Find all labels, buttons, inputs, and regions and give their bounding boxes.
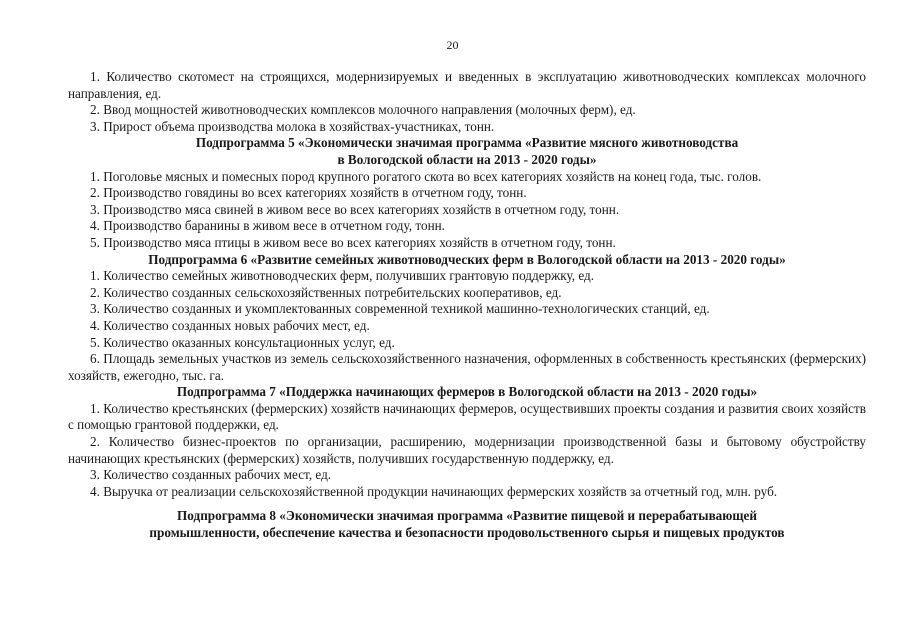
spacer — [68, 500, 866, 508]
list-item: 3. Количество созданных рабочих мест, ед. — [90, 467, 332, 483]
list-item: 4. Производство баранины в живом весе в отчетном году, тонн. — [90, 218, 445, 234]
list-item: 4. Количество созданных новых рабочих мест, ед. — [90, 317, 370, 333]
list-item: 3. Прирост объема производства молока в хозяйствах-участниках, тонн. — [90, 118, 495, 134]
list-item: 2. Ввод мощностей животноводческих комплексов молочного направления (молочных ферм), ед. — [90, 102, 636, 118]
heading-line: промышленности, обеспечение качества и безопасности продовольственного сырья и пищевых продуктов — [149, 525, 785, 541]
list-item: 1. Поголовье мясных и помесных пород крупного рогатого скота во всех категориях хозяйств на конец года, тыс. голов. — [90, 168, 762, 184]
list-item: 1. Количество семейных животноводческих ферм, получивших грантовую поддержку, ед. — [90, 268, 595, 284]
subprogram-8-heading — [68, 508, 866, 541]
list-item: 5. Производство мяса птицы в живом весе во всех категориях хозяйств в отчетном году, тонн. — [90, 234, 616, 250]
list-item: 6. Площадь земельных участков из земель сельскохозяйственного назначения, оформленных в собственность крестьянских (фермерских) хозяйств, ежегодно, тыс. га. — [68, 351, 866, 383]
page-number: 20 — [446, 38, 459, 52]
heading-line: Подпрограмма 5 «Экономически значимая программа «Развитие мясного животноводства — [195, 135, 739, 151]
heading-line: Подпрограмма 8 «Экономически значимая программа «Развитие пищевой и перерабатывающей — [177, 508, 757, 524]
list-item: 2. Количество бизнес-проектов по организации, расширению, модернизации производственной базы и бытовому обустройству начинающих крестьянских (фермерских) хозяйств, получивших государственную поддержку, ед. — [68, 434, 866, 466]
heading-line: в Вологодской области на 2013 - 2020 годы» — [337, 151, 597, 167]
list-item: 1. Количество крестьянских (фермерских) хозяйств начинающих фермеров, осуществивших проекты создания и развития своих хозяйств с помощью грантовой поддержки, ед. — [68, 400, 866, 433]
intro-indicators — [68, 69, 866, 135]
list-item: 5. Количество оказанных консультационных услуг, ед. — [90, 334, 395, 350]
subprogram-6-heading: Подпрограмма 6 «Развитие семейных животноводческих ферм в Вологодской области на 2013 - 2020 годы» — [148, 251, 786, 267]
subprogram-6-section — [68, 252, 866, 385]
page-content — [68, 69, 866, 542]
subprogram-7-heading: Подпрограмма 7 «Поддержка начинающих фермеров в Вологодской области на 2013 - 2020 годы» — [176, 384, 758, 400]
subprogram-5-section — [68, 135, 866, 251]
list-item: 4. Выручка от реализации сельскохозяйственной продукции начинающих фермерских хозяйств за отчетный год, млн. руб. — [90, 483, 778, 499]
list-item: 3. Количество созданных и укомплектованных современной техникой машинно-технологических станций, ед. — [90, 301, 710, 317]
list-item: 2. Производство говядины во всех категориях хозяйств в отчетном году, тонн. — [90, 185, 527, 201]
subprogram-5-heading — [68, 135, 866, 168]
subprogram-8-section — [68, 508, 866, 541]
list-item: 2. Количество созданных сельскохозяйственных потребительских кооперативов, ед. — [90, 284, 562, 300]
list-item: 1. Количество скотомест на строящихся, модернизируемых и введенных в эксплуатацию животноводческих комплексах молочного направления, ед. — [68, 69, 866, 101]
subprogram-7-section — [68, 384, 866, 500]
list-item: 3. Производство мяса свиней в живом весе во всех категориях хозяйств в отчетном году, тонн. — [90, 201, 620, 217]
